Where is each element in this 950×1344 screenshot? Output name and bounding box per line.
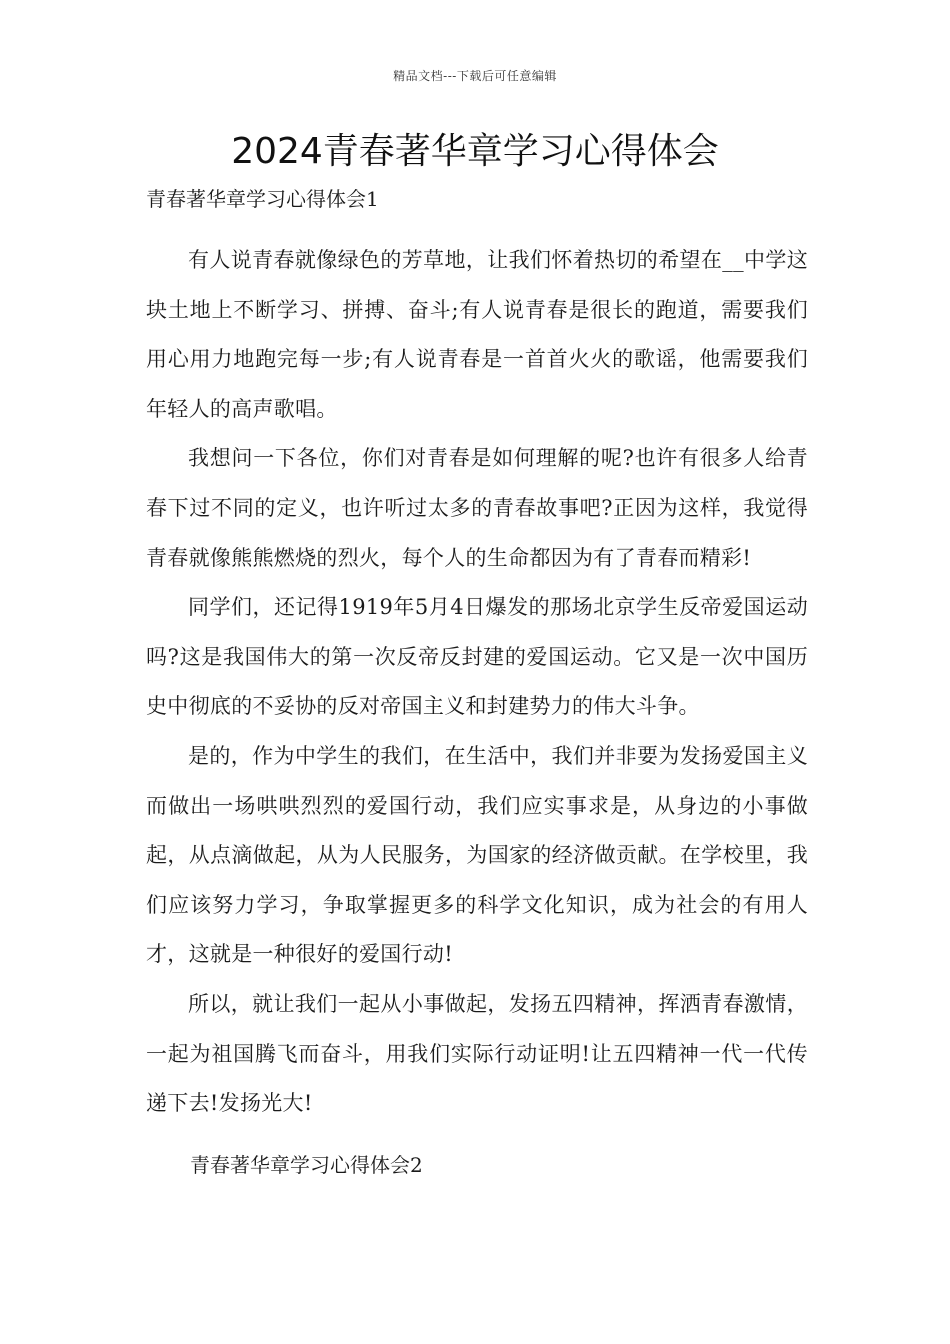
paragraph-block xyxy=(146,236,808,1129)
section-heading-1: 青春著华章学习心得体会1 xyxy=(146,187,379,211)
paragraph-5: 所以，就让我们一起从小事做起，发扬五四精神，挥洒青春激情，一起为祖国腾飞而奋斗，用我们实际行动证明!让五四精神一代一代传递下去!发扬光大! xyxy=(146,991,808,1116)
section-heading-2: 青春著华章学习心得体会2 xyxy=(190,1152,423,1177)
paragraph-3: 同学们，还记得1919年5月4日爆发的那场北京学生反帝爱国运动吗?这是我国伟大的第一次反帝反封建的爱国运动。它又是一次中国历史中彻底的不妥协的反对帝国主义和封建势力的伟大斗争。 xyxy=(146,595,808,719)
paragraph-1: 有人说青春就像绿色的芳草地，让我们怀着热切的希望在__中学这块土地上不断学习、拼搏、奋斗;有人说青春是很长的跑道，需要我们用心用力地跑完每一步;有人说青春是一首首火火的歌谣，他需要我们年轻人的高声歌唱。 xyxy=(146,248,808,421)
paragraph-4: 是的，作为中学生的我们，在生活中，我们并非要为发扬爱国主义而做出一场哄哄烈烈的爱国行动，我们应实事求是，从身边的小事做起，从点滴做起，从为人民服务，为国家的经济做贡献。在学校里，我们应该努力学习，争取掌握更多的科学文化知识，成为社会的有用人才，这就是一种很好的爱国行动! xyxy=(146,743,808,967)
document-title: 2024青春著华章学习心得体会 xyxy=(231,131,719,172)
paragraph-2: 我想问一下各位，你们对青春是如何理解的呢?也许有很多人给青春下过不同的定义，也许听过太多的青春故事吧?正因为这样，我觉得青春就像熊熊燃烧的烈火，每个人的生命都因为有了青春而精彩! xyxy=(146,446,808,570)
header-note: 精品文档---下载后可任意编辑 xyxy=(393,69,557,83)
document-body xyxy=(146,183,808,1181)
